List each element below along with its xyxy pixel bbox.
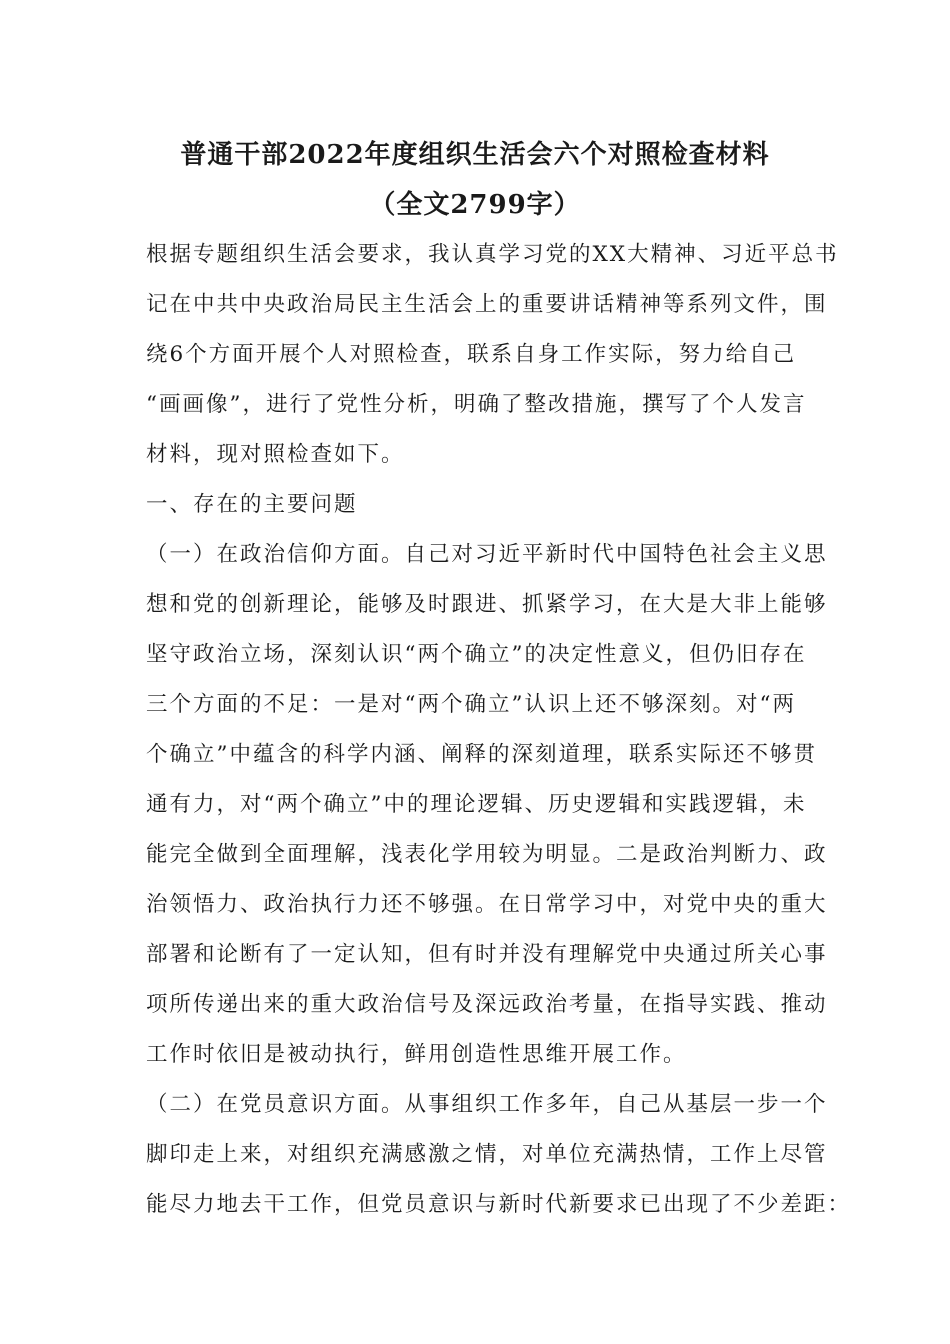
body-line: 个确立”中蕴含的科学内涵、阐释的深刻道理，联系实际还不够贯 — [146, 742, 817, 767]
body-line: 能尽力地去干工作，但党员意识与新时代新要求已出现了不少差距： — [146, 1192, 852, 1217]
body-line: 三个方面的不足：一是对“两个确立”认识上还不够深刻。对“两 — [146, 692, 796, 717]
body-line: 记在中共中央政治局民主生活会上的重要讲话精神等系列文件，围 — [146, 292, 828, 317]
document-subtitle: （全文2799字） — [369, 190, 581, 220]
body-line: 想和党的创新理论，能够及时跟进、抓紧学习，在大是大非上能够 — [146, 592, 828, 617]
body-line: “画画像”，进行了党性分析，明确了整改措施，撰写了个人发言 — [146, 392, 807, 417]
section-heading: 一、存在的主要问题 — [146, 492, 358, 517]
body-line: （二）在党员意识方面。从事组织工作多年，自己从基层一步一个 — [146, 1092, 828, 1117]
body-line: 根据专题组织生活会要求，我认真学习党的XX大精神、习近平总书 — [146, 242, 839, 267]
body-line: 治领悟力、政治执行力还不够强。在日常学习中，对党中央的重大 — [146, 892, 828, 917]
body-line: 项所传递出来的重大政治信号及深远政治考量，在指导实践、推动 — [146, 992, 828, 1017]
body-line: 工作时依旧是被动执行，鲜用创造性思维开展工作。 — [146, 1042, 687, 1067]
body-line: 能完全做到全面理解，浅表化学用较为明显。二是政治判断力、政 — [146, 842, 828, 867]
body-line: （一）在政治信仰方面。自己对习近平新时代中国特色社会主义思 — [146, 542, 828, 567]
body-line: 脚印走上来，对组织充满感激之情，对单位充满热情，工作上尽管 — [146, 1142, 828, 1167]
body-line: 坚守政治立场，深刻认识“两个确立”的决定性意义，但仍旧存在 — [146, 642, 807, 667]
body-line: 部署和论断有了一定认知，但有时并没有理解党中央通过所关心事 — [146, 942, 828, 967]
body-line: 材料，现对照检查如下。 — [146, 442, 405, 467]
document-title: 普通干部2022年度组织生活会六个对照检查材料 — [180, 140, 770, 170]
body-line: 通有力，对“两个确立”中的理论逻辑、历史逻辑和实践逻辑，未 — [146, 792, 807, 817]
document-body — [146, 230, 852, 1230]
body-line: 绕6个方面开展个人对照检查，联系自身工作实际，努力给自己 — [146, 342, 797, 367]
